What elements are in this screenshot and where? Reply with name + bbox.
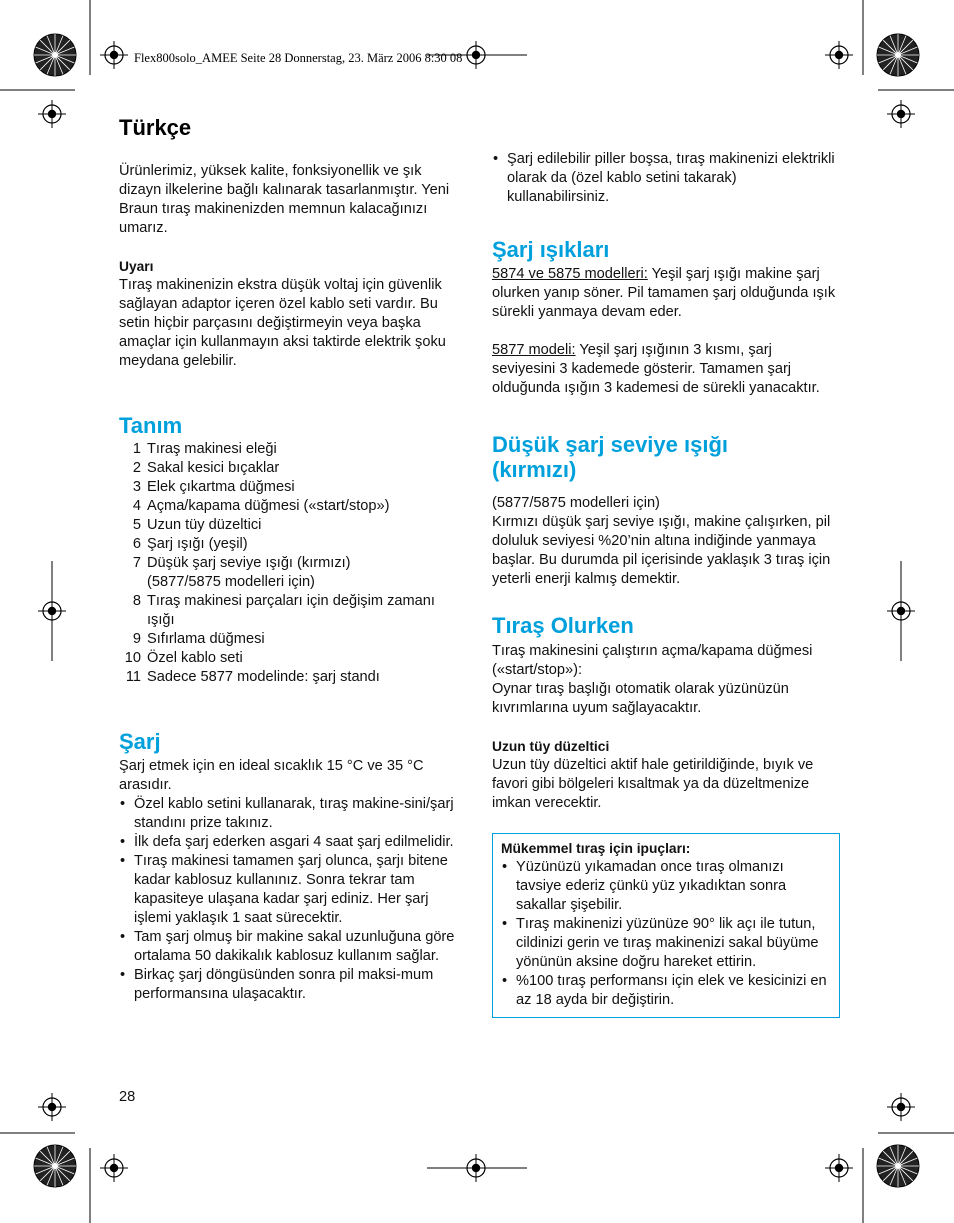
star-target-icon — [34, 34, 76, 76]
sarj-isiklari-p2 — [492, 341, 837, 398]
star-target-icon — [877, 1145, 919, 1187]
sarj-bullet-continued — [492, 150, 837, 207]
warning-text: Tıraş makinenizin ekstra düşük voltaj için güvenlik sağlayan adaptor içeren özel kablo seti vardır. Bu setin hiçbir parçasını değiştirmeyin veya başka amaçlar için kullanmayın aksi taktirde elektrik şoku meydana gelebilir. — [119, 277, 446, 369]
item-number: 1 — [132, 441, 141, 457]
list-item — [119, 440, 464, 459]
registration-mark-icon — [100, 1154, 128, 1182]
list-item: • Birkaç şarj döngüsünden sonra pil maksi-mum performansına ulaşacaktır. — [119, 966, 464, 1004]
item-number: 5 — [132, 517, 141, 533]
tiras-p1: Tıraş makinesini çalıştırın açma/kapama düğmesi («start/stop»): — [492, 643, 813, 678]
item-number: 4 — [132, 498, 141, 514]
section-heading-tanim: Tanım — [119, 413, 183, 438]
item-text: Açma/kapama düğmesi («start/stop») — [147, 498, 390, 514]
list-item: • Şarj edilebilir piller boşsa, tıraş makinenizi elektrikli olarak da (özel kablo setini takarak) kullanabilirsiniz. — [492, 150, 837, 207]
model-label: 5874 ve 5875 modelleri: — [492, 266, 648, 282]
trimmer-text: Uzun tüy düzeltici aktif hale getirildiğinde, bıyık ve favori gibi bölgeleri kısaltmak ya da düzeltmenize imkan verecektir. — [492, 757, 814, 811]
sarj-bullet-list — [119, 795, 464, 1004]
item-text: Sıfırlama düğmesi — [147, 631, 265, 647]
tips-list — [501, 858, 831, 1010]
trimmer-title: Uzun tüy düzeltici — [492, 739, 610, 754]
section-heading-sarj: Şarj — [119, 729, 161, 754]
registration-mark-icon — [825, 1154, 853, 1182]
sarj-isiklari-p1 — [492, 265, 837, 322]
intro-paragraph: Ürünlerimiz, yüksek kalite, fonksiyonellik ve şık dizayn ilkelerine bağlı kalınarak tasarlanmıştır. Yeni Braun tıraş makinenizden memnun kalacağınızı umarız. — [119, 163, 450, 236]
list-item — [119, 516, 464, 535]
item-text: Tıraş makinesi parçaları için değişim zamanı ışığı — [147, 593, 435, 628]
item-number: 11 — [125, 669, 141, 685]
tips-box — [492, 833, 840, 1018]
registration-mark-icon — [887, 100, 915, 128]
list-item — [119, 592, 464, 630]
list-item: • Tam şarj olmuş bir makine sakal uzunluğuna göre ortalama 50 dakikalık kablosuz kullanım sağlar. — [119, 928, 464, 966]
print-header-line: Flex800solo_AMEE Seite 28 Donnerstag, 23. März 2006 8:30 08 — [134, 51, 463, 65]
list-item — [119, 668, 464, 687]
registration-mark-icon — [38, 100, 66, 128]
list-item — [119, 497, 464, 516]
list-item: • Yüzünüzü yıkamadan once tıraş olmanızı tavsiye ederiz çünkü yüz yıkadıktan sonra sakallar şişebilir. — [501, 858, 831, 915]
registration-mark-icon — [825, 41, 853, 69]
warning-title: Uyarı — [119, 259, 154, 274]
model-label: 5877 modeli: — [492, 342, 576, 358]
list-item — [119, 459, 464, 478]
list-item — [119, 630, 464, 649]
dusuk-text: Kırmızı düşük şarj seviye ışığı, makine çalışırken, pil doluluk seviyesi %20’nin altına indiğinde yanmaya başlar. Bu durumda pil içerisinde yaklaşık 3 tıraş için yeterli enerji kalmış demektir. — [492, 514, 831, 587]
item-number: 3 — [132, 479, 141, 495]
list-item: • %100 tıraş performansı için elek ve kesicinizi en az 18 ayda bir değiştirin. — [501, 972, 831, 1010]
item-text: Tıraş makinesi eleği — [147, 441, 277, 457]
item-number: 6 — [132, 536, 141, 552]
item-text: Elek çıkartma düğmesi — [147, 479, 295, 495]
tips-title: Mükemmel tıraş için ipuçları: — [501, 841, 691, 856]
item-text: Uzun tüy düzeltici — [147, 517, 262, 533]
sarj-intro: Şarj etmek için en ideal sıcaklık 15 °C ve 35 °C arasıdır. — [119, 758, 424, 793]
star-target-icon — [34, 1145, 76, 1187]
trimmer-section — [492, 737, 837, 813]
left-column — [119, 116, 464, 1004]
section-heading-sarj-isiklari: Şarj ışıkları — [492, 237, 610, 262]
warning-section — [119, 257, 464, 371]
item-number: 10 — [124, 650, 141, 666]
list-item — [119, 649, 464, 668]
list-item — [119, 478, 464, 497]
item-text: Sakal kesici bıçaklar — [147, 460, 280, 476]
registration-mark-icon — [887, 1093, 915, 1121]
parts-list — [119, 440, 464, 687]
heading-line: (kırmızı) — [492, 457, 577, 482]
model-text: Yeşil şarj ışığı makine şarj olurken yanıp söner. Pil tamamen şarj olduğunda ışık sürekli yanmaya devam eder. — [492, 266, 836, 320]
list-item: • İlk defa şarj ederken asgari 4 saat şarj edilmelidir. — [119, 833, 464, 852]
item-number: 8 — [132, 593, 141, 609]
star-target-icon — [877, 34, 919, 76]
list-item: • Özel kablo setini kullanarak, tıraş makine-sini/şarj standını prize takınız. — [119, 795, 464, 833]
list-item: • Tıraş makinesi tamamen şarj olunca, şarjı bitene kadar kablosuz kullanınız. Sonra tekrar tam kapasiteye ulaşana kadar şarj ediniz. Her şarj işlemi yaklaşık 1 saat sürecektir. — [119, 852, 464, 928]
list-item — [119, 535, 464, 554]
item-text: Şarj ışığı (yeşil) — [147, 536, 248, 552]
item-text: Özel kablo seti — [147, 650, 243, 666]
right-column — [492, 150, 837, 1018]
item-number: 2 — [132, 460, 141, 476]
item-number: 9 — [132, 631, 141, 647]
registration-mark-icon — [38, 1093, 66, 1121]
heading-line: Düşük şarj seviye ışığı — [492, 432, 729, 457]
tiras-p2: Oynar tıraş başlığı otomatik olarak yüzünüzün kıvrımlarına uyum sağlayacaktır. — [492, 681, 789, 716]
section-heading-tiras: Tıraş Olurken — [492, 613, 634, 638]
model-text: Yeşil şarj ışığının 3 kısmı, şarj seviyesini 3 kademede gösterir. Tamamen şarj olduğunda ışığın 3 kademesi de sürekli yanacaktır. — [492, 342, 820, 396]
item-text: Sadece 5877 modelinde: şarj standı — [147, 669, 380, 685]
language-title: Türkçe — [119, 115, 192, 140]
item-text: Düşük şarj seviye ışığı (kırmızı) (5877/5875 modelleri için) — [147, 555, 351, 590]
registration-mark-icon — [100, 41, 128, 69]
list-item — [119, 554, 464, 592]
list-item: • Tıraş makinenizi yüzünüze 90° lik açı ile tutun, cildinizi gerin ve tıraş makinenizi sakal büyüme yönünün aksine doğru hareket ettirin. — [501, 915, 831, 972]
dusuk-models-line: (5877/5875 modelleri için) — [492, 495, 660, 511]
section-heading-dusuk — [492, 432, 837, 482]
page-number: 28 — [119, 1089, 136, 1105]
item-number: 7 — [132, 555, 141, 571]
